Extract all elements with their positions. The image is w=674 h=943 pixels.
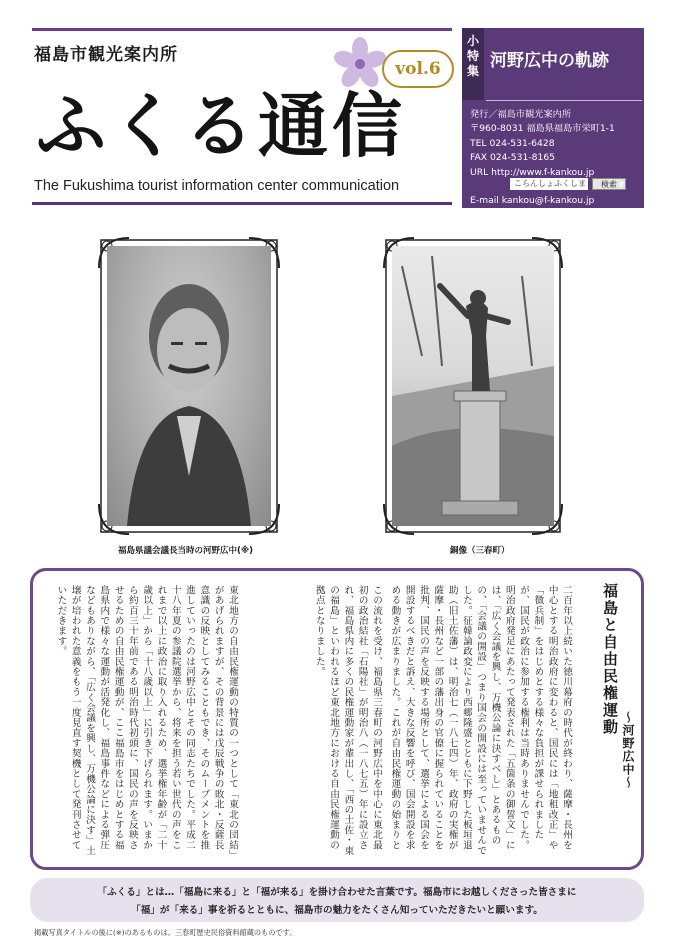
photo-footnote: 掲載写真タイトルの後に(※)のあるものは、三春町歴史民俗資料館蔵のものです。	[34, 928, 297, 937]
info-panel	[462, 28, 644, 208]
article-title: 福島と自由民権運動	[601, 583, 619, 736]
feature-title: 河野広中の軌跡	[490, 51, 609, 71]
masthead-top-rule	[32, 28, 452, 31]
office-name: 福島市観光案内所	[34, 45, 178, 65]
statue-figure	[392, 246, 554, 526]
publisher-line: 発行／福島市観光案内所	[470, 109, 572, 120]
feature-divider	[486, 100, 642, 101]
footer-message	[30, 878, 644, 922]
statue-photo-frame	[380, 234, 566, 538]
search-input[interactable]: こらんしょふくしま	[510, 178, 588, 190]
portrait-caption: 福島県議会議長当時の河野広中(※)	[118, 546, 254, 556]
article-column-2: この流れを受け、福島県三春町の河野広中を中心に東北最初の政治結社「石陽社」が明治八（一八七五）年に設立され、福島県内に多くの民権運動家が輩出し、「西の土佐・東の福島」といわれるほど東北地方における自由民権運動の拠点となりました。	[313, 585, 382, 856]
feature-tag: 小特集	[462, 28, 484, 100]
article-column-3: 東北地方の自由民権運動の特質の一つとして「東北の団結」があげられますが、その背景には戊辰戦争の敗北・反薩長意識の反映としてみることもでき、そのムーブメントを推進していったのは河野広中とその同志たちでした。平成二十八年夏の参議院選挙から、将来を担う若い世代の声をこれまで以上に政治に取り入れるため、選挙権年齢が「二十歳以上」から「十八歳以上」に引き下げられます。いまから約百三十年前である明治時代初頭に、国民の声を反映させるための自由民権運動が、ここ福島市をはじめとする福島県内で様々な運動が活発化し、福島事件などによる弾圧などもありながら、「広く会議を興し、万機公論に決す」土壌が培われた意義をもう一度見直す契機として発刊させていただきます。	[55, 585, 238, 856]
tel-line: TEL 024-531-6428	[470, 137, 555, 149]
masthead-bottom-rule	[32, 202, 452, 205]
cursor-icon	[620, 182, 624, 188]
contact-info	[470, 108, 615, 208]
statue-caption: 銅像（三春町）	[450, 546, 510, 556]
masthead	[32, 28, 452, 208]
statue-photo	[392, 246, 554, 526]
article-column-1: 二百年以上続いた徳川幕府の時代が終わり、薩摩・長州を中心とする明治政府に変わると、国民には「地租改正」や「徴兵制」をはじめとする様々な負担が課せられましたが、国民が政治に参加する権利は当時ありませんでした。明治政府発足にあたって発表された「五箇条の御誓文」には、「広く会議を興し、万機公論に決すべし」とあるものの、「会議の開設」つまり国会の開設には至っていませんでした。征韓論政変により西郷隆盛とともに下野した板垣退助（旧土佐藩）は、明治七（一八七四）年、政府の実権が薩摩・長州など一部の藩出身の官僚に握られていることを批判、国民の声を反映する場所として、選挙による国会を開設するべきだと訴え、大きな反響を呼び、国会開設を求める動きが広まりました。これが自由民権運動の始まりと	[389, 585, 572, 856]
volume-badge: vol.6	[382, 50, 454, 88]
portrait-photo-frame	[95, 234, 283, 538]
article-box	[30, 568, 644, 870]
portrait-figure	[107, 246, 271, 526]
address-line: 〒960-8031 福島県福島市栄町1-1	[470, 123, 615, 135]
search-button[interactable]: 検索	[592, 178, 626, 190]
fax-line: FAX 024-531-8165	[470, 152, 556, 164]
portrait-photo	[107, 246, 271, 526]
newsletter-title: ふくる通信	[36, 84, 406, 167]
url-link[interactable]: URL http://www.f-kankou.jp	[470, 166, 595, 178]
article-subtitle: 〜河野広中〜	[621, 711, 635, 789]
email-link[interactable]: E-mail kankou@f-kankou.jp	[470, 195, 595, 207]
english-subtitle: The Fukushima tourist information center communication	[34, 178, 400, 194]
footer-line-2: 「福」が「来る」事を祈るとともに、福島市の魅力をたくさん知っていただきたいと願います。	[131, 905, 543, 916]
footer-line-1: 「ふくる」とは…「福島に来る」と「福が来る」を掛け合わせた言葉です。福島市にお越しくださった皆さまに	[97, 887, 577, 898]
